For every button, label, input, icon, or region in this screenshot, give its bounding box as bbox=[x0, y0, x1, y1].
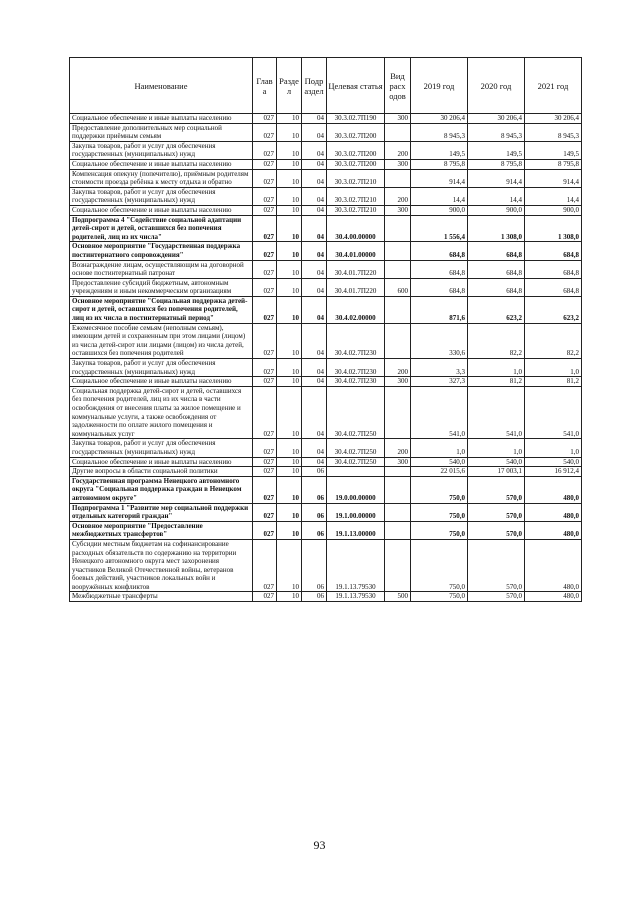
row-value-2020: 900,0 bbox=[468, 205, 525, 215]
table-row bbox=[70, 114, 582, 124]
row-value-2019: 14,4 bbox=[411, 187, 468, 205]
row-podrazdel: 06 bbox=[302, 476, 327, 503]
row-podrazdel: 04 bbox=[302, 457, 327, 467]
row-value-2020: 623,2 bbox=[468, 296, 525, 323]
row-glava: 027 bbox=[253, 467, 277, 477]
row-podrazdel: 04 bbox=[302, 359, 327, 377]
row-vid bbox=[385, 123, 411, 141]
row-name: Вознаграждение лицам, осуществляющим на договорной основе постинтернатный патронат bbox=[70, 260, 253, 278]
row-vid: 200 bbox=[385, 359, 411, 377]
table-row bbox=[70, 592, 582, 602]
row-value-2021: 8 945,3 bbox=[525, 123, 582, 141]
row-podrazdel: 04 bbox=[302, 114, 327, 124]
row-name: Государственная программа Ненецкого автономного округа "Социальная поддержка граждан в Ненецком автономном округе" bbox=[70, 476, 253, 503]
row-name: Другие вопросы в области социальной политики bbox=[70, 467, 253, 477]
row-podrazdel: 04 bbox=[302, 260, 327, 278]
row-vid bbox=[385, 521, 411, 539]
row-name: Предоставление субсидий бюджетным, автономным учреждениям и иным некоммерческим организациям bbox=[70, 278, 253, 296]
row-name: Социальное обеспечение и иные выплаты населению bbox=[70, 114, 253, 124]
row-value-2020: 14,4 bbox=[468, 187, 525, 205]
row-value-2019: 750,0 bbox=[411, 592, 468, 602]
row-value-2021: 540,0 bbox=[525, 457, 582, 467]
table-row bbox=[70, 123, 582, 141]
row-glava: 027 bbox=[253, 592, 277, 602]
row-value-2019: 3,3 bbox=[411, 359, 468, 377]
row-razdel: 10 bbox=[277, 377, 302, 387]
row-glava: 027 bbox=[253, 114, 277, 124]
row-razdel: 10 bbox=[277, 296, 302, 323]
row-vid: 500 bbox=[385, 592, 411, 602]
row-value-2021: 8 795,8 bbox=[525, 159, 582, 169]
row-podrazdel: 06 bbox=[302, 503, 327, 521]
row-glava: 027 bbox=[253, 278, 277, 296]
header-2021: 2021 год bbox=[525, 58, 582, 114]
row-value-2020: 914,4 bbox=[468, 169, 525, 187]
row-name: Основное мероприятие "Социальная поддержка детей-сирот и детей, оставшихся без попечения родителей, лиц из их числа в постинтернатный период" bbox=[70, 296, 253, 323]
row-value-2021: 149,5 bbox=[525, 141, 582, 159]
row-value-2020: 541,0 bbox=[468, 386, 525, 439]
page-number: 93 bbox=[313, 838, 326, 852]
row-podrazdel: 04 bbox=[302, 205, 327, 215]
row-podrazdel: 04 bbox=[302, 187, 327, 205]
row-glava: 027 bbox=[253, 503, 277, 521]
row-value-2020: 1,0 bbox=[468, 359, 525, 377]
row-target: 30.4.01.7П220 bbox=[327, 260, 385, 278]
row-podrazdel: 04 bbox=[302, 323, 327, 358]
row-target: 30.3.02.7П190 bbox=[327, 114, 385, 124]
row-value-2019: 1 556,4 bbox=[411, 215, 468, 242]
row-value-2021: 623,2 bbox=[525, 296, 582, 323]
row-value-2020: 17 003,1 bbox=[468, 467, 525, 477]
row-value-2020: 570,0 bbox=[468, 476, 525, 503]
row-value-2019: 750,0 bbox=[411, 476, 468, 503]
row-podrazdel: 04 bbox=[302, 215, 327, 242]
header-podrazdel: Подр аздел bbox=[302, 58, 327, 114]
row-glava: 027 bbox=[253, 359, 277, 377]
row-name: Социальное обеспечение и иные выплаты населению bbox=[70, 159, 253, 169]
row-value-2020: 1,0 bbox=[468, 439, 525, 457]
row-value-2019: 8 945,3 bbox=[411, 123, 468, 141]
row-glava: 027 bbox=[253, 141, 277, 159]
row-vid bbox=[385, 296, 411, 323]
row-target: 19.0.00.00000 bbox=[327, 476, 385, 503]
row-name: Компенсация опекуну (попечителю), приёмным родителям стоимости проезда ребёнка к месту отдыха и обратно bbox=[70, 169, 253, 187]
row-vid bbox=[385, 242, 411, 260]
row-glava: 027 bbox=[253, 476, 277, 503]
row-name: Субсидии местным бюджетам на софинансирование расходных обязательств по содержанию на территории Ненецкого автономного округа мест захоронения участников Великой Отечественной войны, ветеранов боевых действий, участников локальных войн и вооружённых конфликтов bbox=[70, 539, 253, 592]
row-glava: 027 bbox=[253, 296, 277, 323]
row-value-2021: 480,0 bbox=[525, 592, 582, 602]
row-value-2021: 1,0 bbox=[525, 359, 582, 377]
row-value-2021: 541,0 bbox=[525, 386, 582, 439]
row-podrazdel: 06 bbox=[302, 467, 327, 477]
row-razdel: 10 bbox=[277, 242, 302, 260]
row-name: Социальная поддержка детей-сирот и детей, оставшихся без попечения родителей, лиц из их числа в части освобождения от внесения платы за жилое помещение и коммунальные услуги, а также освобождения от задолженности по оплате жилого помещения и коммунальных услуг bbox=[70, 386, 253, 439]
row-glava: 027 bbox=[253, 169, 277, 187]
row-value-2020: 1 308,0 bbox=[468, 215, 525, 242]
row-value-2021: 480,0 bbox=[525, 521, 582, 539]
row-glava: 027 bbox=[253, 215, 277, 242]
row-razdel: 10 bbox=[277, 539, 302, 592]
row-razdel: 10 bbox=[277, 123, 302, 141]
row-target: 30.4.02.00000 bbox=[327, 296, 385, 323]
row-value-2019: 149,5 bbox=[411, 141, 468, 159]
table-row bbox=[70, 141, 582, 159]
row-glava: 027 bbox=[253, 521, 277, 539]
header-target: Целевая статья bbox=[327, 58, 385, 114]
row-razdel: 10 bbox=[277, 439, 302, 457]
row-glava: 027 bbox=[253, 123, 277, 141]
row-podrazdel: 04 bbox=[302, 123, 327, 141]
row-razdel: 10 bbox=[277, 521, 302, 539]
row-name: Закупка товаров, работ и услуг для обеспечения государственных (муниципальных) нужд bbox=[70, 439, 253, 457]
row-name: Социальное обеспечение и иные выплаты населению bbox=[70, 457, 253, 467]
row-value-2021: 81,2 bbox=[525, 377, 582, 387]
row-target: 19.1.13.79530 bbox=[327, 592, 385, 602]
row-name: Социальное обеспечение и иные выплаты населению bbox=[70, 377, 253, 387]
row-value-2021: 14,4 bbox=[525, 187, 582, 205]
row-target bbox=[327, 467, 385, 477]
row-value-2019: 1,0 bbox=[411, 439, 468, 457]
table-row bbox=[70, 187, 582, 205]
row-razdel: 10 bbox=[277, 503, 302, 521]
row-podrazdel: 04 bbox=[302, 386, 327, 439]
table-row bbox=[70, 260, 582, 278]
row-value-2019: 750,0 bbox=[411, 503, 468, 521]
row-value-2020: 30 206,4 bbox=[468, 114, 525, 124]
table-row bbox=[70, 278, 582, 296]
row-name: Закупка товаров, работ и услуг для обеспечения государственных (муниципальных) нужд bbox=[70, 141, 253, 159]
table-row bbox=[70, 205, 582, 215]
row-razdel: 10 bbox=[277, 476, 302, 503]
row-vid bbox=[385, 215, 411, 242]
table-row bbox=[70, 457, 582, 467]
row-value-2021: 900,0 bbox=[525, 205, 582, 215]
row-value-2019: 684,8 bbox=[411, 278, 468, 296]
row-value-2020: 8 795,8 bbox=[468, 159, 525, 169]
row-value-2020: 570,0 bbox=[468, 592, 525, 602]
row-glava: 027 bbox=[253, 242, 277, 260]
row-name: Основное мероприятие "Государственная поддержка постинтернатного сопровождения" bbox=[70, 242, 253, 260]
table-row bbox=[70, 503, 582, 521]
table-header-row bbox=[70, 58, 582, 114]
row-value-2021: 914,4 bbox=[525, 169, 582, 187]
row-value-2020: 570,0 bbox=[468, 539, 525, 592]
row-vid: 600 bbox=[385, 278, 411, 296]
row-target: 30.3.02.7П200 bbox=[327, 159, 385, 169]
row-vid bbox=[385, 539, 411, 592]
row-value-2020: 82,2 bbox=[468, 323, 525, 358]
row-glava: 027 bbox=[253, 439, 277, 457]
row-name: Подпрограмма 1 "Развитие мер социальной поддержки отдельных категорий граждан" bbox=[70, 503, 253, 521]
row-value-2020: 684,8 bbox=[468, 260, 525, 278]
row-name: Ежемесячное пособие семьям (неполным семьям), имеющим детей и сохраненным при этом лицами (лицом) из числа детей-сирот или лицами (лицом) из числа детей, оставшихся без попечения родителей bbox=[70, 323, 253, 358]
header-razdel: Разде л bbox=[277, 58, 302, 114]
row-vid: 200 bbox=[385, 187, 411, 205]
row-value-2020: 570,0 bbox=[468, 503, 525, 521]
row-value-2020: 684,8 bbox=[468, 278, 525, 296]
row-vid bbox=[385, 467, 411, 477]
row-target: 19.1.13.79530 bbox=[327, 539, 385, 592]
row-razdel: 10 bbox=[277, 159, 302, 169]
row-target: 30.4.02.7П230 bbox=[327, 359, 385, 377]
row-value-2021: 16 912,4 bbox=[525, 467, 582, 477]
row-value-2019: 750,0 bbox=[411, 539, 468, 592]
row-glava: 027 bbox=[253, 539, 277, 592]
row-name: Межбюджетные трансферты bbox=[70, 592, 253, 602]
row-value-2021: 480,0 bbox=[525, 503, 582, 521]
row-razdel: 10 bbox=[277, 169, 302, 187]
row-value-2019: 327,3 bbox=[411, 377, 468, 387]
row-target: 30.4.02.7П230 bbox=[327, 323, 385, 358]
row-vid bbox=[385, 169, 411, 187]
row-razdel: 10 bbox=[277, 260, 302, 278]
row-target: 30.4.02.7П230 bbox=[327, 377, 385, 387]
header-glava: Глав а bbox=[253, 58, 277, 114]
row-podrazdel: 06 bbox=[302, 539, 327, 592]
row-vid bbox=[385, 260, 411, 278]
row-podrazdel: 04 bbox=[302, 242, 327, 260]
row-value-2020: 540,0 bbox=[468, 457, 525, 467]
table-row bbox=[70, 521, 582, 539]
row-vid: 300 bbox=[385, 377, 411, 387]
row-value-2019: 22 015,6 bbox=[411, 467, 468, 477]
table-row bbox=[70, 539, 582, 592]
row-target: 30.3.02.7П210 bbox=[327, 205, 385, 215]
row-value-2021: 30 206,4 bbox=[525, 114, 582, 124]
row-vid bbox=[385, 386, 411, 439]
budget-table bbox=[69, 57, 582, 602]
table-row bbox=[70, 377, 582, 387]
row-glava: 027 bbox=[253, 205, 277, 215]
row-vid: 300 bbox=[385, 159, 411, 169]
row-target: 30.4.02.7П250 bbox=[327, 457, 385, 467]
row-glava: 027 bbox=[253, 159, 277, 169]
row-podrazdel: 04 bbox=[302, 278, 327, 296]
row-razdel: 10 bbox=[277, 215, 302, 242]
row-razdel: 10 bbox=[277, 592, 302, 602]
row-value-2021: 684,8 bbox=[525, 242, 582, 260]
row-glava: 027 bbox=[253, 323, 277, 358]
row-value-2020: 149,5 bbox=[468, 141, 525, 159]
row-value-2019: 330,6 bbox=[411, 323, 468, 358]
table-row bbox=[70, 242, 582, 260]
table-row bbox=[70, 215, 582, 242]
row-vid bbox=[385, 503, 411, 521]
row-razdel: 10 bbox=[277, 141, 302, 159]
row-value-2021: 480,0 bbox=[525, 476, 582, 503]
header-2020: 2020 год bbox=[468, 58, 525, 114]
row-value-2019: 900,0 bbox=[411, 205, 468, 215]
row-name: Закупка товаров, работ и услуг для обеспечения государственных (муниципальных) нужд bbox=[70, 187, 253, 205]
row-razdel: 10 bbox=[277, 205, 302, 215]
row-value-2020: 570,0 bbox=[468, 521, 525, 539]
row-target: 30.3.02.7П210 bbox=[327, 187, 385, 205]
header-vid: Вид расх одов bbox=[385, 58, 411, 114]
row-name: Социальное обеспечение и иные выплаты населению bbox=[70, 205, 253, 215]
row-vid: 200 bbox=[385, 141, 411, 159]
row-glava: 027 bbox=[253, 187, 277, 205]
row-target: 30.3.02.7П210 bbox=[327, 169, 385, 187]
row-vid: 200 bbox=[385, 439, 411, 457]
row-vid: 300 bbox=[385, 205, 411, 215]
row-target: 30.3.02.7П200 bbox=[327, 141, 385, 159]
row-glava: 027 bbox=[253, 386, 277, 439]
row-name: Подпрограмма 4 "Содействие социальной адаптации детей-сирот и детей, оставшихся без попечения родителей, лиц из их числа" bbox=[70, 215, 253, 242]
row-razdel: 10 bbox=[277, 359, 302, 377]
row-value-2019: 540,0 bbox=[411, 457, 468, 467]
row-name: Закупка товаров, работ и услуг для обеспечения государственных (муниципальных) нужд bbox=[70, 359, 253, 377]
row-value-2019: 684,8 bbox=[411, 260, 468, 278]
row-target: 30.4.02.7П250 bbox=[327, 386, 385, 439]
row-value-2021: 82,2 bbox=[525, 323, 582, 358]
row-target: 30.4.00.00000 bbox=[327, 215, 385, 242]
row-glava: 027 bbox=[253, 377, 277, 387]
table-row bbox=[70, 359, 582, 377]
table-row bbox=[70, 467, 582, 477]
row-razdel: 10 bbox=[277, 467, 302, 477]
row-razdel: 10 bbox=[277, 386, 302, 439]
row-value-2020: 81,2 bbox=[468, 377, 525, 387]
table-body bbox=[70, 114, 582, 602]
row-target: 30.3.02.7П200 bbox=[327, 123, 385, 141]
table-row bbox=[70, 296, 582, 323]
row-vid: 300 bbox=[385, 114, 411, 124]
row-value-2020: 684,8 bbox=[468, 242, 525, 260]
row-vid bbox=[385, 323, 411, 358]
row-vid: 300 bbox=[385, 457, 411, 467]
row-value-2019: 871,6 bbox=[411, 296, 468, 323]
table-row bbox=[70, 323, 582, 358]
row-target: 19.1.00.00000 bbox=[327, 503, 385, 521]
row-razdel: 10 bbox=[277, 457, 302, 467]
row-value-2021: 1 308,0 bbox=[525, 215, 582, 242]
row-podrazdel: 06 bbox=[302, 592, 327, 602]
row-value-2021: 684,8 bbox=[525, 260, 582, 278]
row-target: 19.1.13.00000 bbox=[327, 521, 385, 539]
row-value-2020: 8 945,3 bbox=[468, 123, 525, 141]
row-podrazdel: 04 bbox=[302, 377, 327, 387]
row-vid bbox=[385, 476, 411, 503]
row-value-2021: 1,0 bbox=[525, 439, 582, 457]
row-razdel: 10 bbox=[277, 323, 302, 358]
row-value-2019: 541,0 bbox=[411, 386, 468, 439]
row-name: Основное мероприятие "Предоставление межбюджетных трансфертов" bbox=[70, 521, 253, 539]
row-value-2019: 750,0 bbox=[411, 521, 468, 539]
row-target: 30.4.01.7П220 bbox=[327, 278, 385, 296]
row-value-2021: 480,0 bbox=[525, 539, 582, 592]
row-target: 30.4.01.00000 bbox=[327, 242, 385, 260]
row-razdel: 10 bbox=[277, 187, 302, 205]
table-row bbox=[70, 386, 582, 439]
row-razdel: 10 bbox=[277, 114, 302, 124]
row-podrazdel: 04 bbox=[302, 141, 327, 159]
table-row bbox=[70, 169, 582, 187]
header-name: Наименование bbox=[70, 58, 253, 114]
row-razdel: 10 bbox=[277, 278, 302, 296]
table-row bbox=[70, 159, 582, 169]
row-podrazdel: 04 bbox=[302, 159, 327, 169]
row-podrazdel: 06 bbox=[302, 521, 327, 539]
table-row bbox=[70, 476, 582, 503]
row-name: Предоставление дополнительных мер социальной поддержки приёмным семьям bbox=[70, 123, 253, 141]
row-value-2021: 684,8 bbox=[525, 278, 582, 296]
row-value-2019: 914,4 bbox=[411, 169, 468, 187]
header-2019: 2019 год bbox=[411, 58, 468, 114]
row-podrazdel: 04 bbox=[302, 296, 327, 323]
row-value-2019: 8 795,8 bbox=[411, 159, 468, 169]
row-glava: 027 bbox=[253, 457, 277, 467]
row-podrazdel: 04 bbox=[302, 169, 327, 187]
row-value-2019: 30 206,4 bbox=[411, 114, 468, 124]
row-glava: 027 bbox=[253, 260, 277, 278]
row-podrazdel: 04 bbox=[302, 439, 327, 457]
table-row bbox=[70, 439, 582, 457]
row-value-2019: 684,8 bbox=[411, 242, 468, 260]
row-target: 30.4.02.7П250 bbox=[327, 439, 385, 457]
